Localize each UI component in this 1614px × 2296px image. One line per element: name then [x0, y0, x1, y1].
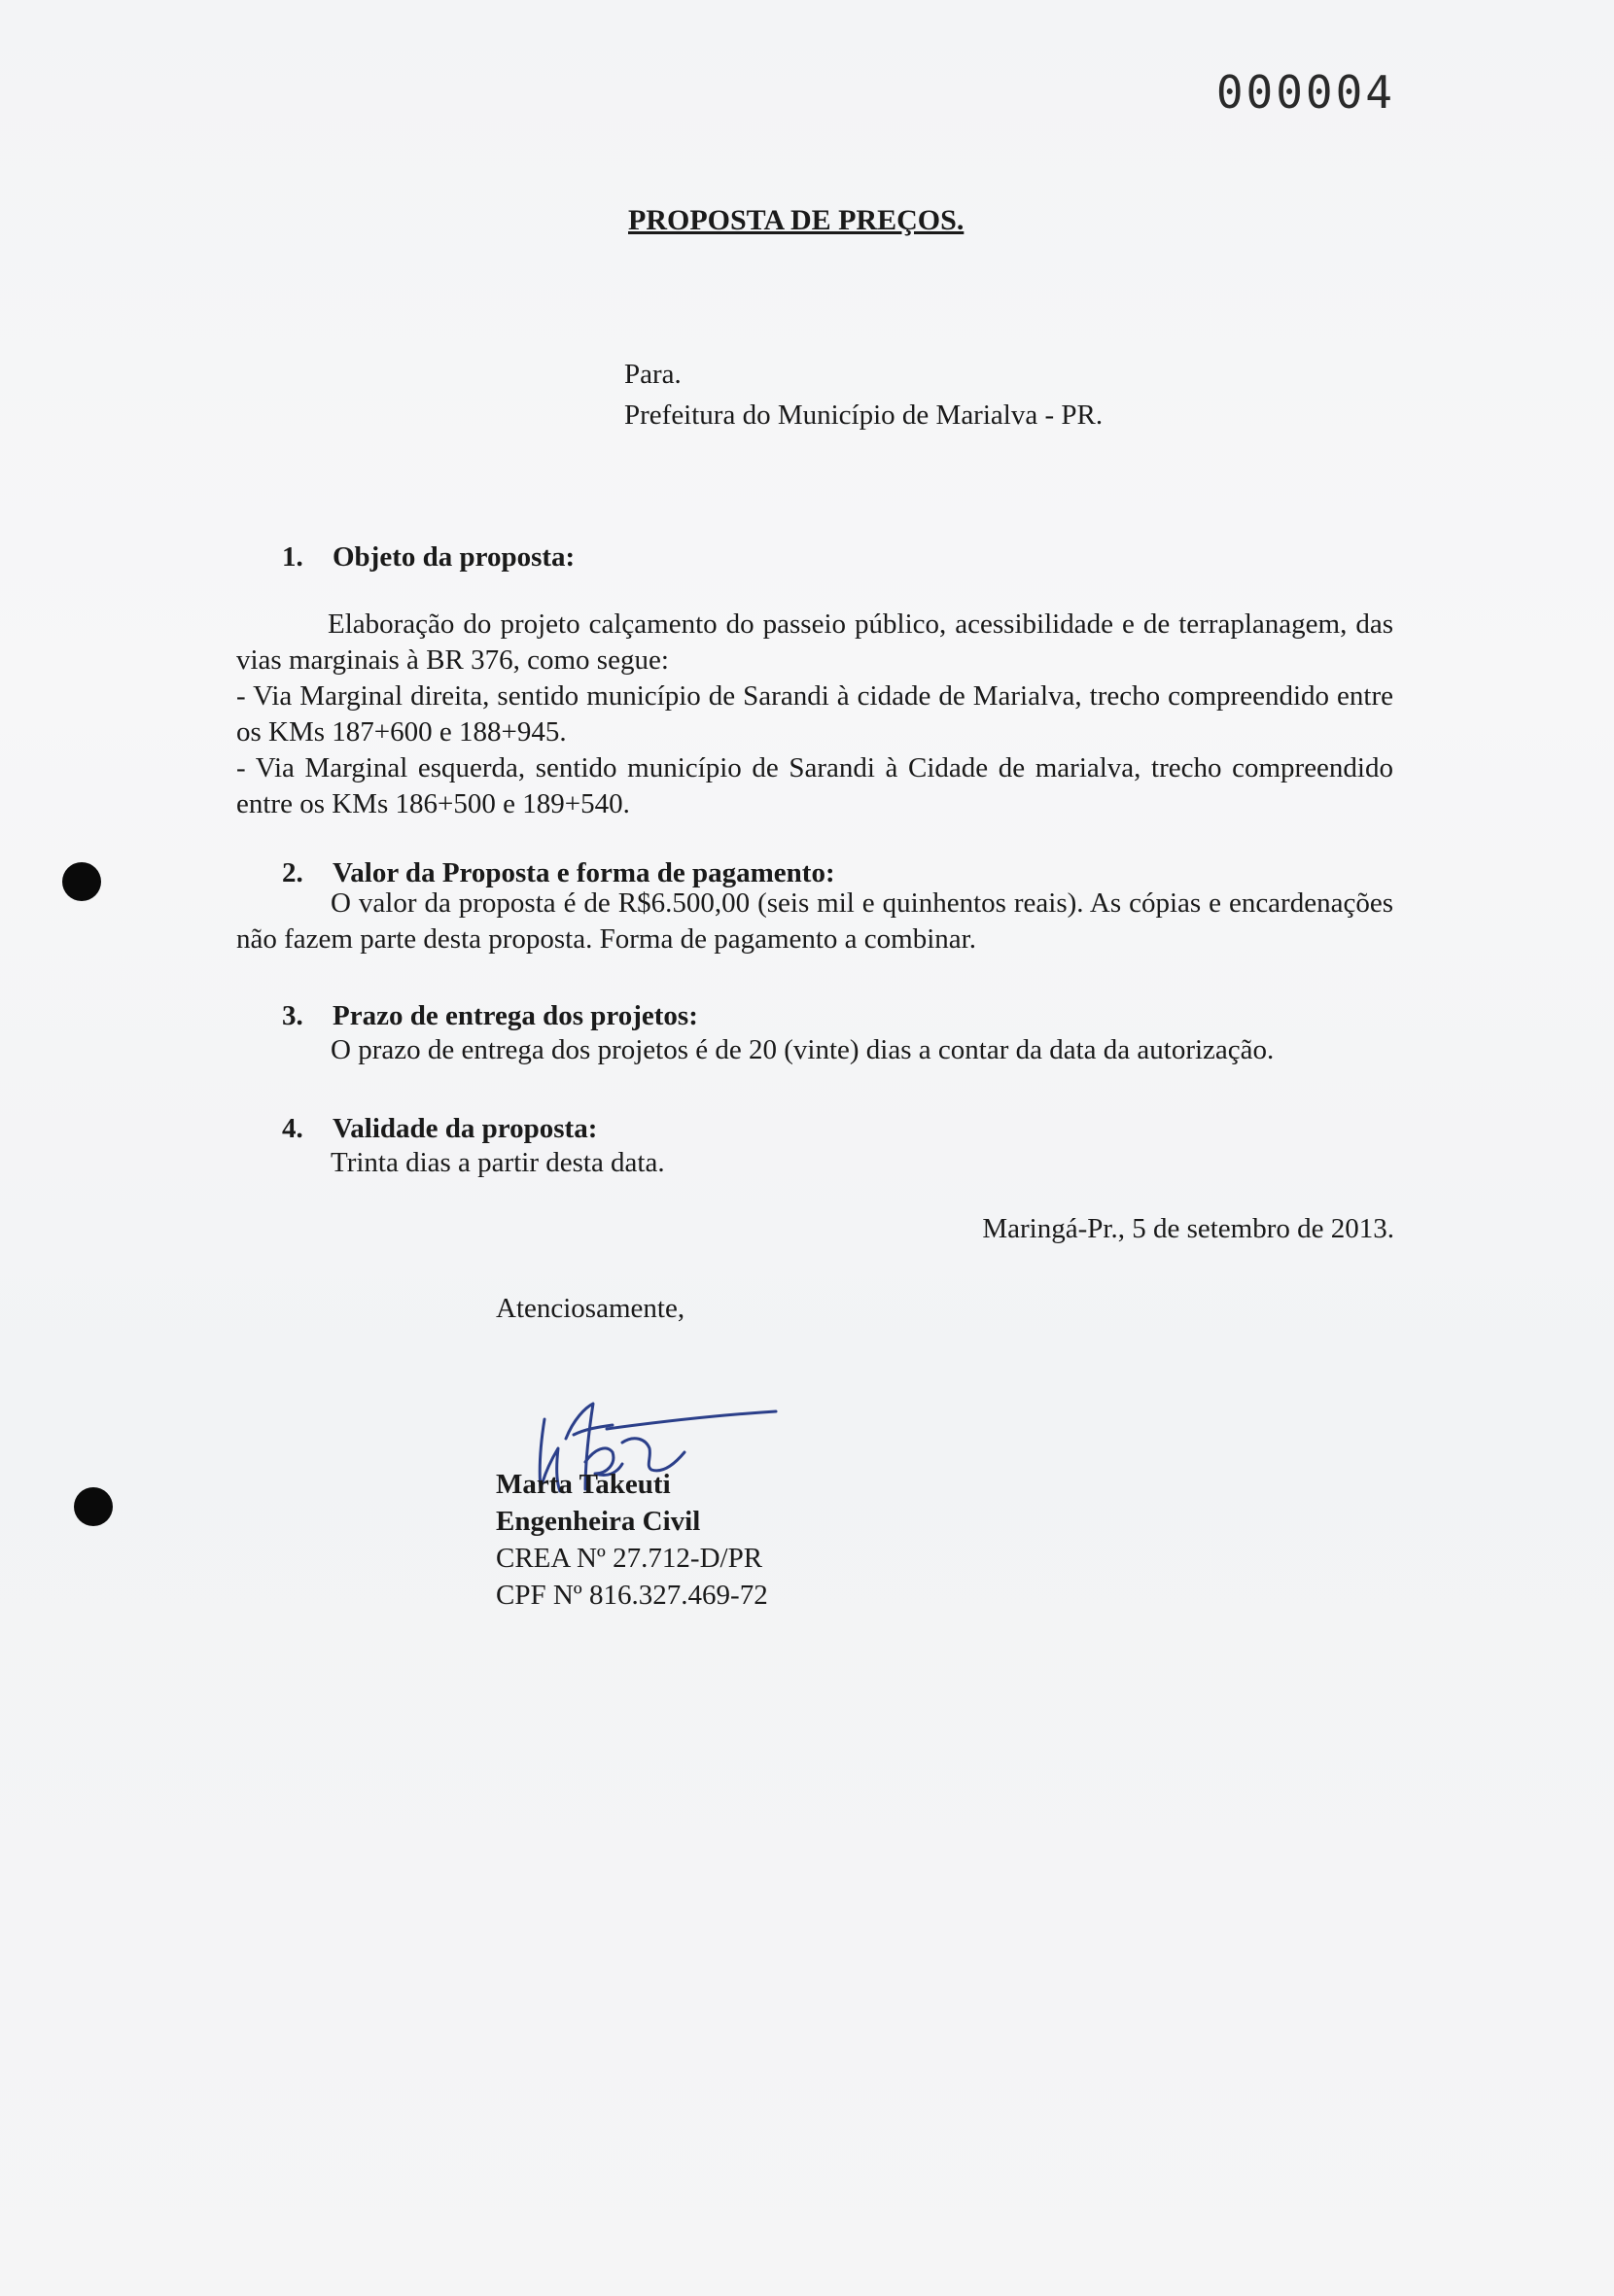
section-2-title: Valor da Proposta e forma de pagamento: — [333, 857, 835, 888]
section-2-text: O valor da proposta é de R$6.500,00 (seis mil e quinhentos reais). As cópias e encardenações não fazem parte desta proposta. Forma de pagamento a combinar. — [236, 887, 1393, 955]
closing-salutation: Atenciosamente, — [496, 1293, 685, 1324]
signer-crea: CREA Nº 27.712-D/PR — [496, 1543, 763, 1574]
signature-block — [496, 1466, 768, 1614]
section-4-number: 4. — [282, 1113, 303, 1144]
place-date: Maringá-Pr., 5 de setembro de 2013. — [982, 1213, 1394, 1244]
section-3-title: Prazo de entrega dos projetos: — [333, 1000, 698, 1031]
section-4-title: Validade da proposta: — [333, 1113, 598, 1144]
punch-hole — [62, 862, 101, 901]
section-4-heading — [282, 1109, 597, 1148]
section-3-text: O prazo de entrega dos projetos é de 20 (vinte) dias a contar da data da autorização. — [331, 1034, 1275, 1065]
punch-hole — [74, 1487, 113, 1526]
section-1-title: Objeto da proposta: — [333, 541, 576, 573]
signer-cpf: CPF Nº 816.327.469-72 — [496, 1580, 768, 1611]
recipient-name: Prefeitura do Município de Marialva - PR. — [624, 400, 1104, 431]
section-4-text: Trinta dias a partir desta data. — [331, 1147, 665, 1178]
section-1-item-1: - Via Marginal direita, sentido município de Sarandi à cidade de Marialva, trecho compreendido entre os KMs 187+600 e 188+945. — [236, 680, 1393, 748]
signer-role: Engenheira Civil — [496, 1506, 701, 1537]
page-number-stamp: 000004 — [1215, 66, 1395, 119]
section-1-heading — [282, 538, 575, 576]
section-1-number: 1. — [282, 541, 303, 573]
signer-name: Marta Takeuti — [496, 1469, 671, 1500]
section-3-number: 3. — [282, 1000, 303, 1031]
document-title: PROPOSTA DE PREÇOS. — [628, 204, 965, 236]
recipient-label: Para. — [624, 359, 682, 390]
section-2-number: 2. — [282, 857, 303, 888]
recipient-block — [624, 354, 1103, 435]
section-3-heading — [282, 996, 698, 1035]
section-1-item-2: - Via Marginal esquerda, sentido município de Sarandi à Cidade de marialva, trecho compreendido entre os KMs 186+500 e 189+540. — [236, 752, 1393, 819]
section-1-paragraph: Elaboração do projeto calçamento do passeio público, acessibilidade e de terraplanagem, das vias marginais à BR 376, como segue: — [236, 609, 1393, 676]
